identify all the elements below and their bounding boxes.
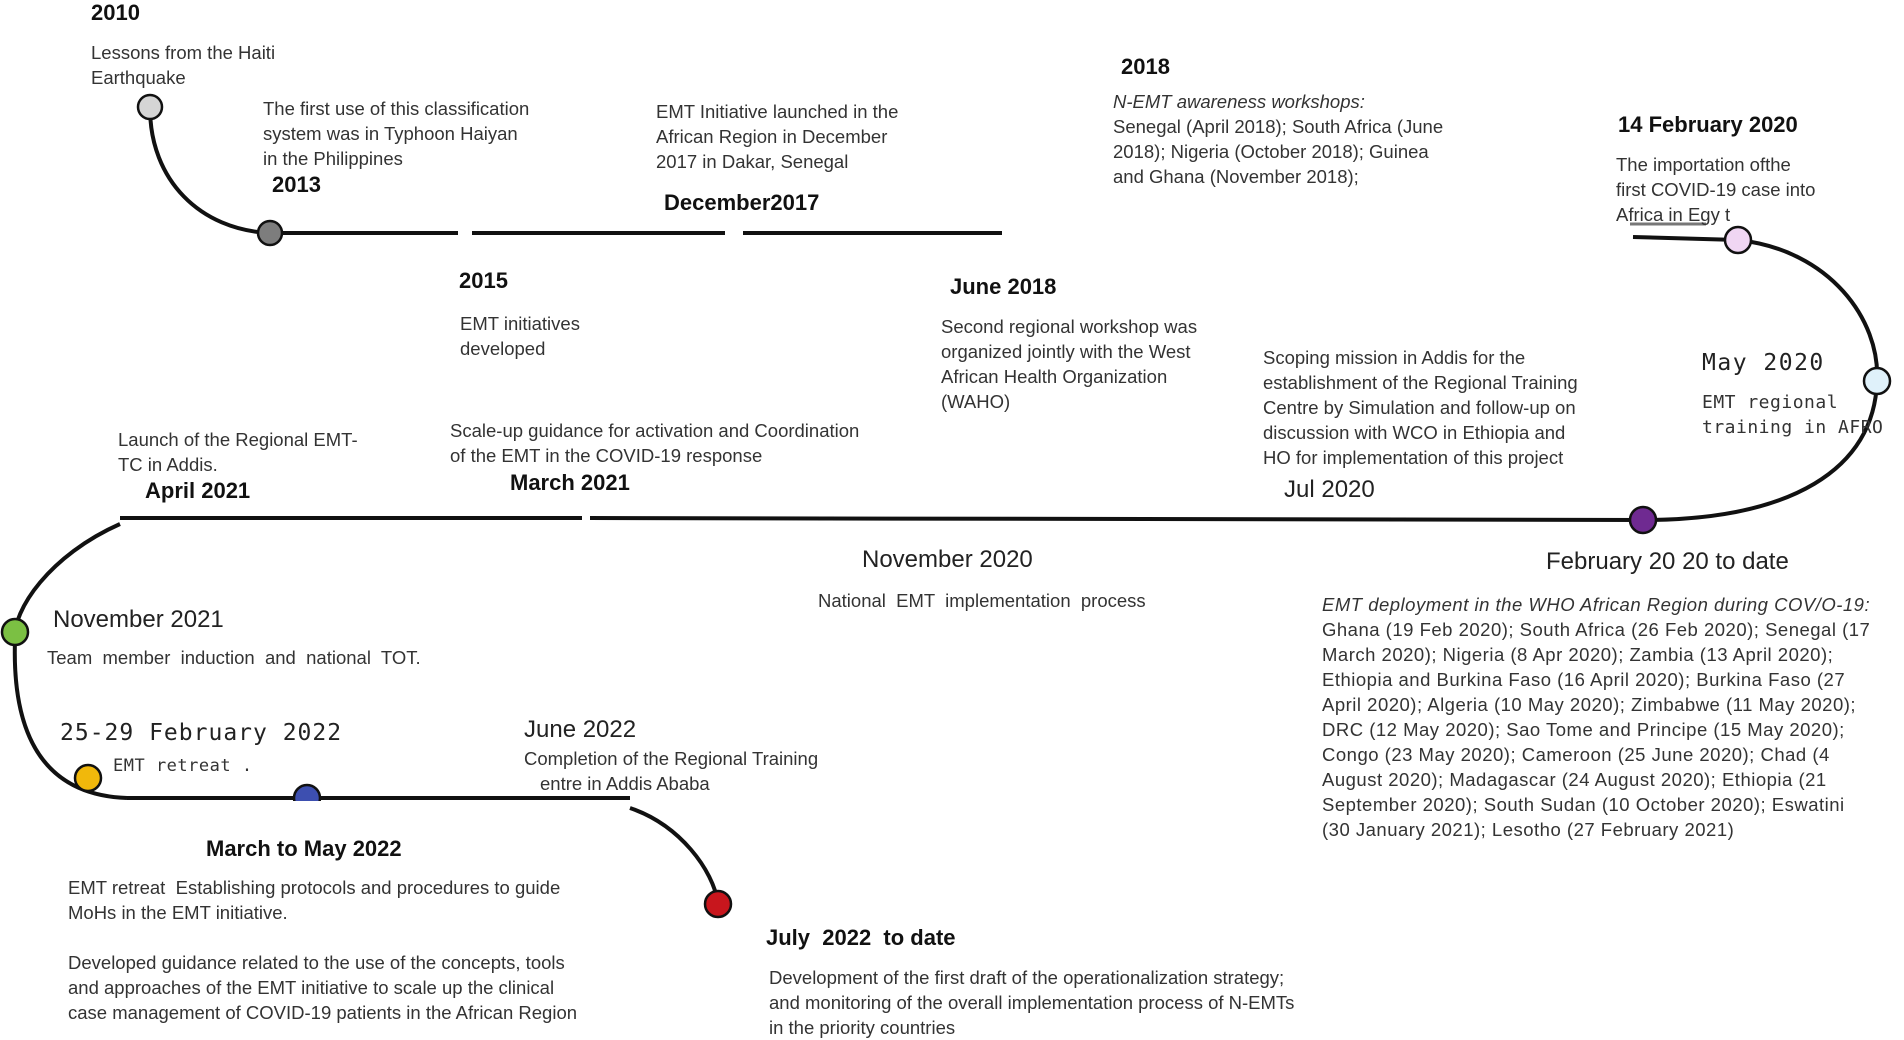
- desc-jun-2018: Second regional workshop was organized jointly with the West African Health Organization (WAHO): [941, 316, 1198, 412]
- timeline-segment-mid-1: [590, 518, 1643, 520]
- date-jul-2022: July 2022 to date: [766, 925, 956, 950]
- desc-2018: N-EMT awareness workshops: Senegal (April 2018); South Africa (June 2018); Nigeria (October 2018); Guinea and Ghana (November 2018);: [1113, 91, 1444, 187]
- desc-dec-2017: EMT Initiative launched in the African Region in December 2017 in Dakar, Senegal: [656, 101, 899, 172]
- date-mar-2022: March to May 2022: [206, 836, 402, 861]
- node-feb-2022: [75, 765, 101, 791]
- desc-jul-2022: Development of the first draft of the operationalization strategy; and monitoring of the overall implementation process of N-EMTs in the priority countries: [769, 967, 1295, 1038]
- date-2010: 2010: [91, 0, 140, 25]
- date-jul-2020: Jul 2020: [1284, 476, 1375, 503]
- date-2015: 2015: [459, 268, 508, 293]
- desc-2013: The first use of this classification system was in Typhoon Haiyan in the Philippines: [263, 98, 530, 169]
- desc-feb-2020-deploy: EMT deployment in the WHO African Region during COV/O-19: Ghana (19 Feb 2020); South Africa (26 Feb 2020); Senegal (17 March 2020); Nigeria (8 Apr 2020); Zambia (13 April 2020); Ethiopia and Burkina Faso (16 April 2020); Burkina Faso (27 April 2020); Algeria (10 May 2020); Zimbabwe (11 May 2020); DRC (12 May 2020); Sao Tome and Principe (15 May 2020); Congo (23 May 2020); Cameroon (25 June 2020); Chad (4 August 2020); Madagascar (24 August 2020); Ethiopia (21 September 2020); South Sudan (10 October 2020); Eswatini (30 January 2021); Lesotho (27 February 2021): [1322, 594, 1871, 840]
- desc-2010: Lessons from the Haiti Earthquake: [91, 42, 276, 88]
- date-nov-2021: November 2021: [53, 606, 224, 633]
- node-mar-2022-mask: [280, 801, 340, 821]
- date-nov-2020: November 2020: [862, 546, 1033, 573]
- desc-feb-2022: EMT retreat .: [113, 756, 253, 776]
- date-2018: 2018: [1121, 54, 1170, 79]
- node-2013: [258, 221, 282, 245]
- node-feb-2020-deploy: [1630, 507, 1656, 533]
- timeline-curve-2010: [150, 108, 270, 233]
- desc-may-2020: EMT regional training in AFRO: [1702, 392, 1884, 438]
- node-2010: [138, 95, 162, 119]
- timeline-curve-right: [1643, 240, 1877, 520]
- desc-nov-2021: Team member induction and national TOT.: [47, 647, 421, 668]
- desc-2015: EMT initiatives developed: [460, 313, 580, 359]
- date-jun-2022: June 2022: [524, 716, 637, 743]
- date-mar-2021: March 2021: [510, 470, 630, 495]
- desc-mar-2021: Scale-up guidance for activation and Coordination of the EMT in the COVID-19 response: [450, 420, 860, 466]
- desc-jul-2020: Scoping mission in Addis for the establishment of the Regional Training Centre by Simulation and follow-up on discussion with WCO in Ethiopia and HO for implementation of this project: [1263, 347, 1578, 468]
- desc-nov-2020: National EMT implementation process: [818, 590, 1146, 611]
- node-nov-2021: [2, 619, 28, 645]
- timeline-segment-top-4: [1633, 237, 1738, 240]
- date-apr-2021: April 2021: [145, 478, 251, 503]
- date-jun-2018: June 2018: [950, 274, 1057, 299]
- desc-jun-2022: Completion of the Regional Training entre in Addis Ababa: [524, 748, 819, 794]
- node-feb-2020: [1725, 227, 1751, 253]
- node-jul-2022: [705, 891, 731, 917]
- date-feb-2020: 14 February 2020: [1618, 112, 1798, 137]
- date-2013: 2013: [272, 172, 321, 197]
- desc-apr-2021: Launch of the Regional EMT- TC in Addis.: [118, 429, 358, 475]
- desc-feb-2020: The importation ofthe first COVID-19 case into Africa in Egy t: [1616, 154, 1816, 225]
- date-may-2020: May 2020: [1702, 350, 1825, 376]
- desc-mar-2022: EMT retreat Establishing protocols and procedures to guide MoHs in the EMT initiative. Developed guidance related to the use of the concepts, tools and approaches of the EMT initiative to scale up the clinical case management of COVID-19 patients in the African Region: [68, 877, 578, 1023]
- date-feb-2022: 25-29 February 2022: [60, 720, 343, 746]
- date-dec-2017: December2017: [664, 190, 820, 215]
- timeline-curve-end: [630, 808, 718, 903]
- date-feb-2020-deploy: February 20 20 to date: [1546, 548, 1789, 575]
